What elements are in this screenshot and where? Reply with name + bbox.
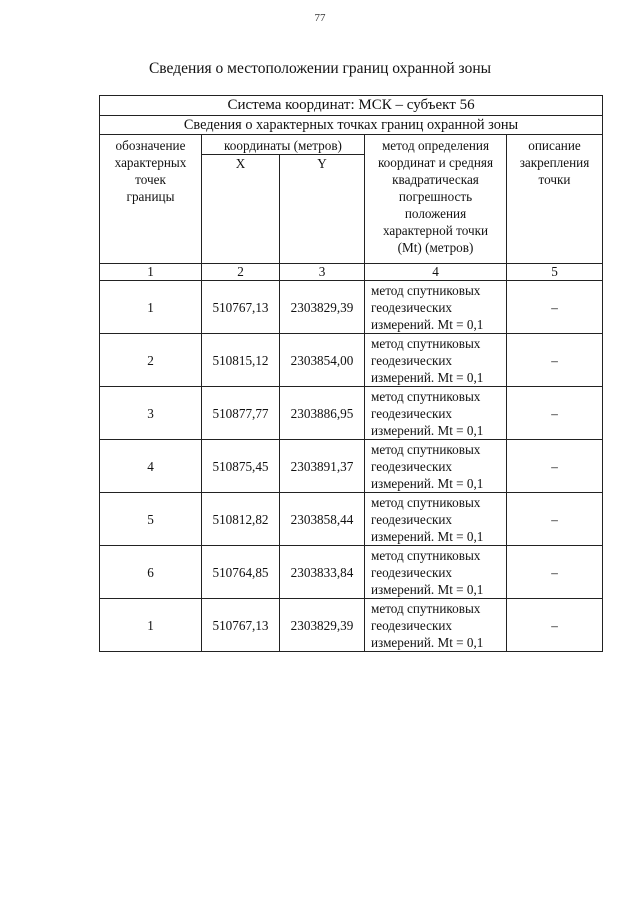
description-cell: – — [507, 599, 603, 652]
header-method-line: характерной точки — [382, 223, 489, 238]
column-number: 2 — [202, 264, 280, 281]
page-number: 77 — [314, 12, 326, 24]
method-line: геодезических — [371, 353, 453, 368]
point-number-cell: 1 — [100, 281, 202, 334]
y-coordinate-cell: 2303886,95 — [280, 387, 365, 440]
point-number-cell: 4 — [100, 440, 202, 493]
method-line: метод спутниковых — [371, 442, 481, 457]
x-coordinate-cell: 510875,45 — [202, 440, 280, 493]
header-method-line: погрешность — [398, 189, 473, 204]
method-line: геодезических — [371, 300, 453, 315]
document-title: Сведения о местоположении границ охранной зоны — [148, 60, 492, 77]
method-line: измерений. Mt = 0,1 — [371, 317, 484, 332]
method-line: геодезических — [371, 406, 453, 421]
column-number: 4 — [365, 264, 507, 281]
method-cell — [365, 281, 507, 334]
header-description-line: точки — [538, 172, 571, 187]
column-number: 5 — [507, 264, 603, 281]
x-coordinate-cell: 510815,12 — [202, 334, 280, 387]
header-point-designation — [100, 135, 202, 264]
point-number-cell: 2 — [100, 334, 202, 387]
method-line: метод спутниковых — [371, 495, 481, 510]
header-point-line: обозначение — [115, 138, 186, 153]
method-line: геодезических — [371, 565, 453, 580]
boundary-points-table — [99, 95, 603, 652]
header-description — [507, 135, 603, 264]
y-coordinate-cell: 2303829,39 — [280, 599, 365, 652]
method-cell — [365, 493, 507, 546]
header-method-line: положения — [404, 206, 467, 221]
header-method-line: метод определения — [381, 138, 490, 153]
y-coordinate-cell: 2303854,00 — [280, 334, 365, 387]
method-line: измерений. Mt = 0,1 — [371, 635, 484, 650]
description-cell: – — [507, 387, 603, 440]
point-number-cell: 1 — [100, 599, 202, 652]
method-cell — [365, 440, 507, 493]
method-line: измерений. Mt = 0,1 — [371, 582, 484, 597]
method-line: геодезических — [371, 459, 453, 474]
method-line: измерений. Mt = 0,1 — [371, 370, 484, 385]
method-line: метод спутниковых — [371, 389, 481, 404]
description-cell: – — [507, 334, 603, 387]
header-point-line: точек — [135, 172, 166, 187]
table-row — [100, 334, 603, 387]
method-cell — [365, 546, 507, 599]
point-number-cell: 5 — [100, 493, 202, 546]
point-number-cell: 3 — [100, 387, 202, 440]
table-row — [100, 599, 603, 652]
method-line: метод спутниковых — [371, 601, 481, 616]
method-line: метод спутниковых — [371, 336, 481, 351]
header-point-line: характерных — [114, 155, 187, 170]
point-number-cell: 6 — [100, 546, 202, 599]
header-point-line: границы — [126, 189, 175, 204]
header-y: Y — [280, 155, 365, 264]
description-cell: – — [507, 440, 603, 493]
x-coordinate-cell: 510812,82 — [202, 493, 280, 546]
header-method-line: координат и средняя — [377, 155, 494, 170]
header-method — [365, 135, 507, 264]
method-line: измерений. Mt = 0,1 — [371, 529, 484, 544]
method-line: измерений. Mt = 0,1 — [371, 423, 484, 438]
x-coordinate-cell: 510767,13 — [202, 281, 280, 334]
coordinate-system-header: Система координат: МСК – субъект 56 — [100, 96, 603, 116]
header-coordinates: координаты (метров) — [202, 135, 365, 155]
x-coordinate-cell: 510767,13 — [202, 599, 280, 652]
header-description-line: закрепления — [519, 155, 590, 170]
table-row — [100, 387, 603, 440]
method-line: геодезических — [371, 618, 453, 633]
description-cell: – — [507, 493, 603, 546]
x-coordinate-cell: 510877,77 — [202, 387, 280, 440]
method-line: измерений. Mt = 0,1 — [371, 476, 484, 491]
column-number-row — [100, 264, 603, 281]
header-method-line: (Mt) (метров) — [397, 240, 474, 255]
method-line: метод спутниковых — [371, 283, 481, 298]
method-cell — [365, 387, 507, 440]
table-row — [100, 281, 603, 334]
y-coordinate-cell: 2303829,39 — [280, 281, 365, 334]
section-header: Сведения о характерных точках границ охранной зоны — [100, 116, 603, 135]
method-line: геодезических — [371, 512, 453, 527]
y-coordinate-cell: 2303891,37 — [280, 440, 365, 493]
table-row — [100, 440, 603, 493]
header-description-line: описание — [528, 138, 581, 153]
y-coordinate-cell: 2303833,84 — [280, 546, 365, 599]
description-cell: – — [507, 546, 603, 599]
y-coordinate-cell: 2303858,44 — [280, 493, 365, 546]
x-coordinate-cell: 510764,85 — [202, 546, 280, 599]
column-number: 3 — [280, 264, 365, 281]
description-cell: – — [507, 281, 603, 334]
method-cell — [365, 334, 507, 387]
method-cell — [365, 599, 507, 652]
table-row — [100, 493, 603, 546]
table-row — [100, 546, 603, 599]
column-number: 1 — [100, 264, 202, 281]
method-line: метод спутниковых — [371, 548, 481, 563]
header-method-line: квадратическая — [392, 172, 479, 187]
header-x: X — [202, 155, 280, 264]
